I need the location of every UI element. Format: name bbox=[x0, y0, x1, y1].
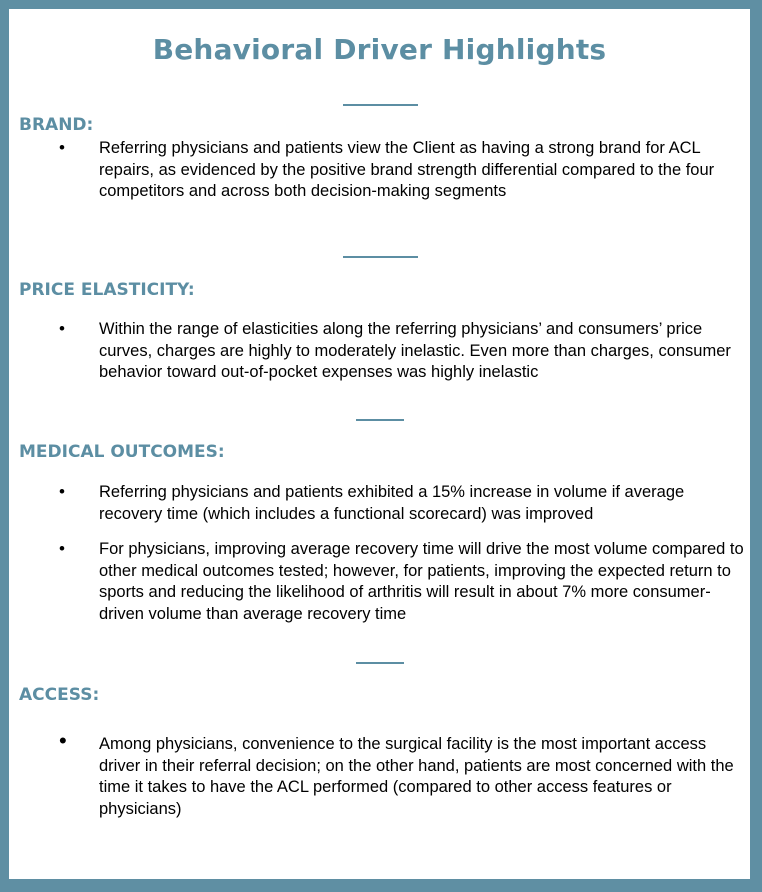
section-heading-medical-outcomes: MEDICAL OUTCOMES: bbox=[19, 442, 225, 462]
section-divider bbox=[343, 256, 418, 258]
bullet-marker: • bbox=[59, 138, 65, 157]
bullet-marker: • bbox=[59, 319, 65, 338]
medical-outcomes-bullet-2-text: For physicians, improving average recovery time will drive the most volume compared to other medical outcomes tested; however, for patients, improving the expected return to sports and reducing the likelihood of arthritis will result in about 7% more consumer-driven volume than average recovery time bbox=[99, 540, 744, 623]
document-page bbox=[9, 9, 750, 879]
section-heading-price-elasticity: PRICE ELASTICITY: bbox=[19, 280, 195, 300]
page-title: Behavioral Driver Highlights bbox=[152, 33, 607, 66]
section-divider bbox=[343, 104, 418, 106]
brand-bullet-text: Referring physicians and patients view the Client as having a strong brand for ACL repairs, as evidenced by the positive brand strength differential compared to the four competitors and across both decision-making segments bbox=[99, 139, 715, 200]
section-divider bbox=[356, 419, 404, 421]
section-heading-access: ACCESS: bbox=[19, 685, 100, 705]
medical-outcomes-bullet-1-text: Referring physicians and patients exhibited a 15% increase in volume if average recovery time (which includes a functional scorecard) was improved bbox=[99, 483, 685, 523]
bullet-marker: • bbox=[59, 539, 65, 558]
bullet-marker: • bbox=[59, 482, 65, 501]
section-divider bbox=[356, 662, 404, 664]
access-bullet-text: Among physicians, convenience to the surgical facility is the most important access driver in their referral decision; on the other hand, patients are most concerned with the time it takes to have the ACL performed (compared to other access features or physicians) bbox=[99, 735, 734, 818]
price-elasticity-bullet-text: Within the range of elasticities along the referring physicians’ and consumers’ price curves, charges are highly to moderately inelastic. Even more than charges, consumer behavior toward out-of-pocket expenses was highly inelastic bbox=[99, 320, 731, 381]
section-heading-brand: BRAND: bbox=[19, 115, 94, 135]
bullet-marker: • bbox=[59, 728, 67, 753]
